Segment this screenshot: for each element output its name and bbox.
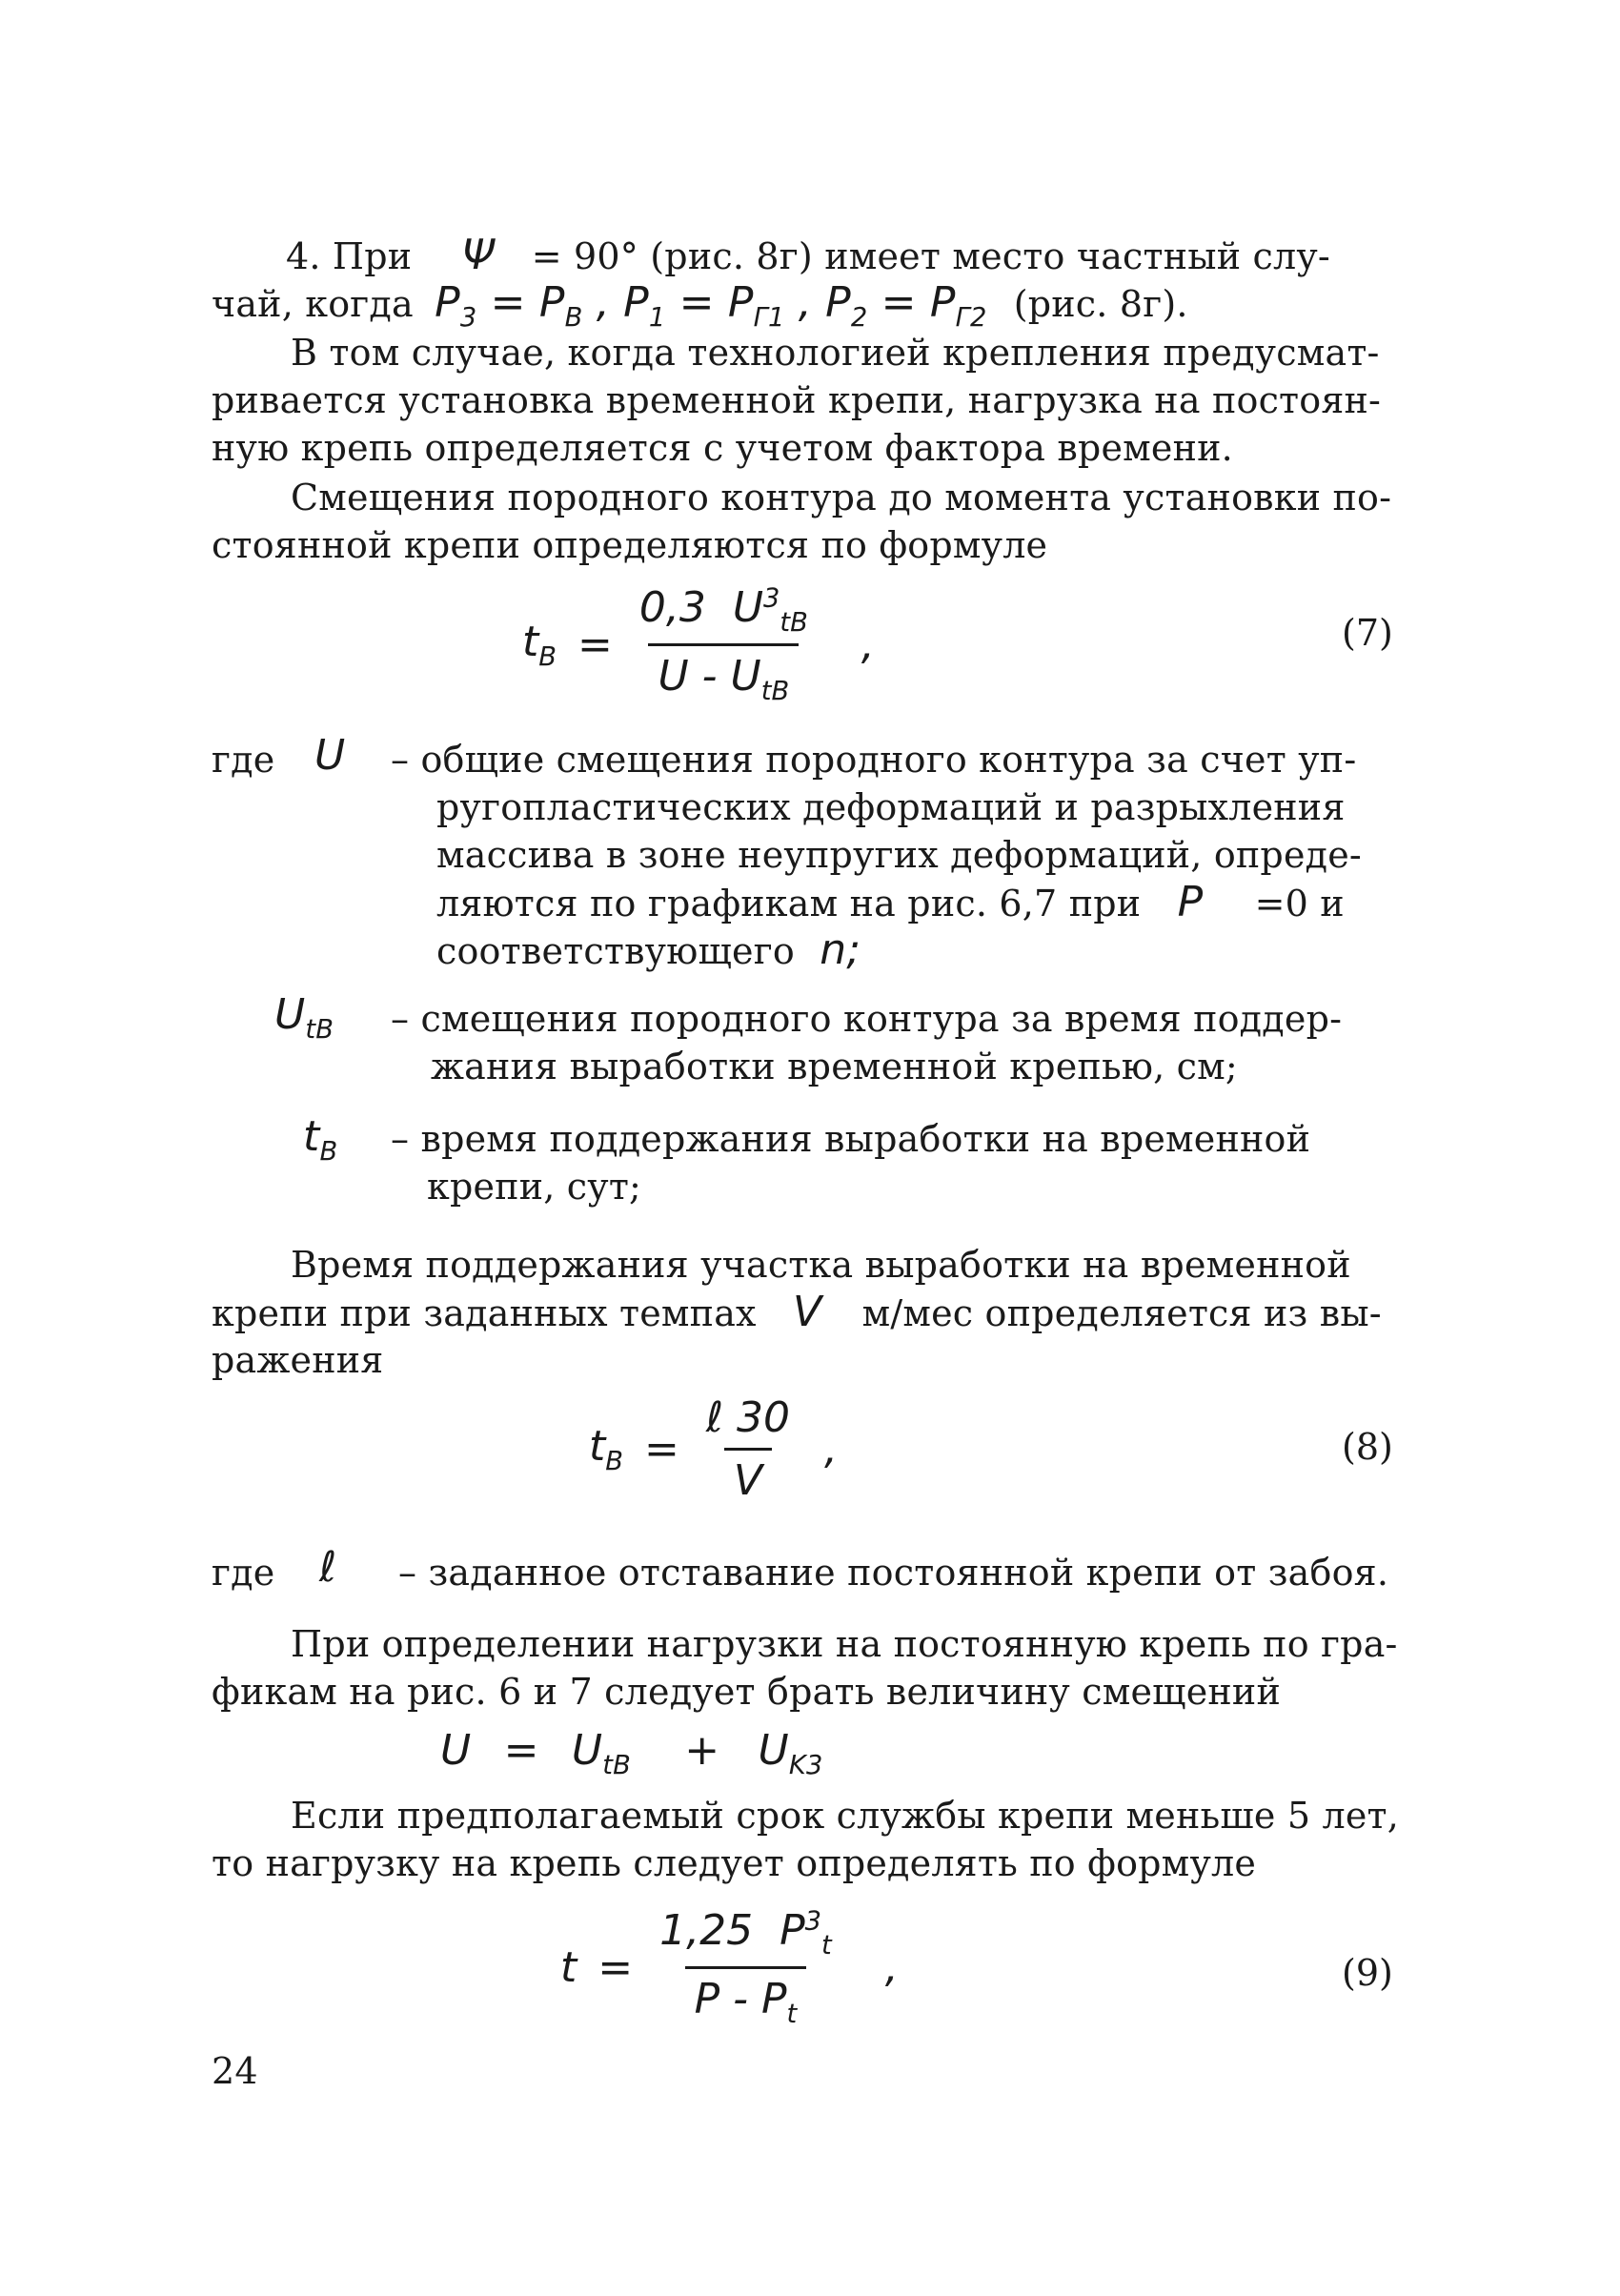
p1-equalities: $P_3 = P_B$ , $P_1 = P_{Г1}$ , $P_2 = P_{Г2}$ — [435, 278, 987, 333]
def2-line1: – смещения породного контура за время поддер- — [391, 998, 1343, 1040]
p2-line2: ривается установка временной крепи, нагрузка на постоян- — [212, 379, 1382, 421]
page-number: 24 — [212, 2050, 258, 2092]
formula9-fraction: $\frac{1,25 P^3_t}{P - P_t}$ — [659, 1906, 832, 2029]
formula8-fraction: $\frac{\text{ℓ 30}}{V}$ — [705, 1393, 791, 1505]
formula7-fraction: $\frac{0,3 U^3_{tB}}{U - U_{tB}}$ — [638, 583, 808, 706]
p4-line3: ражения — [212, 1339, 384, 1381]
def-symbol-U: U — [314, 731, 346, 780]
def1-line4: ляются по графикам на рис. 6,7 при P =0 и — [436, 878, 1345, 926]
def-l-desc: – заданное отставание постоянной крепи от забоя. — [398, 1552, 1389, 1594]
p2-line1: В том случае, когда технологией крепления предусмат- — [291, 332, 1380, 374]
eq-number-7: (7) — [1342, 612, 1393, 654]
def3-line2: крепи, сут; — [427, 1166, 642, 1208]
def1-line1: – общие смещения породного контура за счет уп- — [391, 739, 1357, 781]
def3-line1: – время поддержания выработки на временной — [391, 1118, 1311, 1160]
def-symbol-tb: $t_B$ — [303, 1112, 338, 1167]
formula-8: $t_B$ = $\frac{\text{ℓ 30}}{V}$ , — [589, 1393, 839, 1505]
p2-line3: ную крепь определяется с учетом фактора времени. — [212, 427, 1233, 469]
p5-line1: При определении нагрузки на постоянную крепь по гра- — [291, 1623, 1398, 1665]
p5-line2: фикам на рис. 6 и 7 следует брать величину смещений — [212, 1671, 1281, 1713]
p3-line2: стоянной крепи определяются по формуле — [212, 524, 1048, 566]
psi-symbol: Ψ — [461, 231, 496, 279]
def1-line5: соответствующего n; — [436, 925, 861, 974]
p4-line1: Время поддержания участка выработки на временной — [291, 1244, 1351, 1286]
def2-line2: жания выработки временной крепью, см; — [431, 1046, 1238, 1087]
p4-line2: крепи при заданных темпах V м/мес определяется из вы- — [212, 1288, 1382, 1336]
p6-line1: Если предполагаемый срок службы крепи меньше 5 лет, — [291, 1795, 1400, 1837]
formula7-lhs: $t_B$ — [522, 617, 557, 672]
p1-line1: 4. При Ψ = 90° (рис. 8г) имеет место частный слу- — [286, 231, 1330, 279]
p6-line2: то нагрузку на крепь следует определять по формуле — [212, 1842, 1257, 1884]
formula-9: t = $\frac{1,25 P^3_t}{P - P_t}$ , — [560, 1906, 899, 2029]
eq-number-9: (9) — [1342, 1952, 1393, 1994]
where-2: где — [212, 1552, 275, 1594]
p1-line2: чай, когда $P_3 = P_B$ , $P_1 = P_{Г1}$ , $P_2 = P_{Г2}$ (рис. 8г). — [212, 278, 1188, 333]
where-1: где — [212, 739, 275, 781]
def-symbol-Utb: $U_{tB}$ — [274, 990, 334, 1045]
formula-U: $U = U_{tB} + U_{K3}$ — [440, 1726, 823, 1780]
def1-line2: ругопластических деформаций и разрыхления — [436, 786, 1346, 828]
eq-number-8: (8) — [1342, 1426, 1393, 1468]
def-symbol-l: ℓ — [319, 1543, 337, 1592]
formula-7: $t_B$ = $\frac{0,3 U^3_{tB}}{U - U_{tB}}$ , — [522, 583, 875, 706]
p3-line1: Смещения породного контура до момента установки по- — [291, 477, 1392, 518]
def1-line3: массива в зоне неупругих деформаций, опреде- — [436, 834, 1362, 876]
